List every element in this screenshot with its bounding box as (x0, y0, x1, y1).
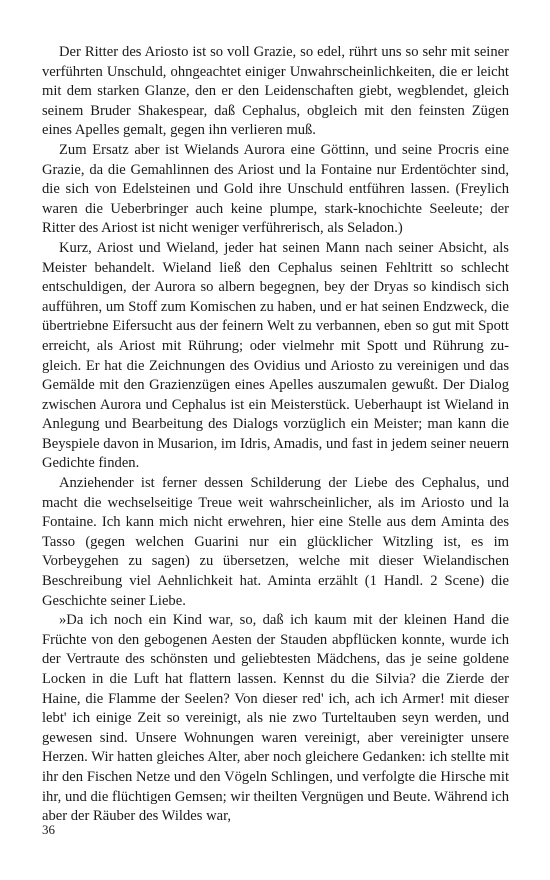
paragraph-5: »Da ich noch ein Kind war, so, daß ich kaum mit der kleinen Hand die Früchte von den gebogenen Aesten der Stauden abpflücken konnte, wurde ich der Vertraute des schönsten und geliebtesten Mädchens, das je seine goldene Locken in die Luft hat flattern lassen. Kennst du die Silvia? die Zierde der Haine, die Flamme der Seelen? Von dieser red' ich, ach ich Armer! mit dieser lebt' ich einige Zeit so vereinigt, als nie zwo Turteltauben seyn werden, und gewesen sind. Unsere Wohnungen waren vereinigt, aber vereinigter unsere Herzen. Wir hatten gleiches Alter, aber noch gleichere Gedanken: ich stellte mit ihr den Fischen Netze und den Vögeln Schlingen, und verfolgte die Hirsche mit ihr, und die flüchtigen Gemsen; wir theilten Vergnügen und Beute. Während ich aber der Räuber des Wildes war, (42, 612, 509, 825)
paragraph-1: Der Ritter des Ariosto ist so voll Grazie, so edel, rührt uns so sehr mit seiner verführten Unschuld, ohngeachtet einiger Unwahrscheinlichkeiten, die er leicht mit dem starken Glanze, den er den Leidenschaften giebt, wegblendet, gleich seinem Bruder Shakespear, daß Cephalus, obgleich mit den feinsten Zügen eines Apelles gemalt, gegen ihn verlieren muß. (42, 44, 509, 139)
page-number: 36 (42, 822, 55, 837)
body-text (42, 43, 509, 827)
paragraph-2: Zum Ersatz aber ist Wielands Aurora eine Göttinn, und seine Procris eine Grazie, da die Gemahlinnen des Ariost und la Fontaine nur Erdentöchter sind, die sich von Edelsteinen und Gold ihre Unschuld entführen lassen. (Freylich waren die Ueberbringer auch keine plumpe, stark-knochichte Seeleute; der Ritter des Ariost ist nicht weniger verführerisch, als Seladon.) (42, 141, 509, 237)
paragraph-4: Anziehender ist ferner dessen Schilderung der Liebe des Cephalus, und macht die wechselseitige Treue weit wahrscheinlicher, als im Ariosto und la Fontaine. Ich kann mich nicht erwehren, hier eine Stelle aus dem Aminta des Tasso (gegen welchen Guarini nur ein glücklicher Witzling ist, es im Vorbeygehen zu sagen) zu übersetzen, welche mit dieser Wielandischen Beschreibung viel Aehnlichkeit hat. Aminta erzählt (1 Handl. 2 Scene) die Geschichte seiner Liebe. (42, 475, 509, 609)
paragraph-3: Kurz, Ariost und Wieland, jeder hat seinen Mann nach seiner Absicht, als Meister behandelt. Wieland ließ den Cephalus seinen Fehltritt so schlecht entschuldigen, der Aurora so albern begegnen, bey der Dryas so kindisch sich aufführen, um Stoff zum Komischen zu haben, und er hat seinen Endzweck, die übertriebne Eifersucht aus der feinern Welt zu verbannen, eben so gut mit Spott erreicht, als Ariost mit Rührung; oder vielmehr mit Spott und Rührung zugleich. Er hat die Zeichnungen des Ovidius und Ariosto zu vereinigen und das Gemälde mit den Grazienzügen eines Apelles auszumalen gewußt. Der Dialog zwischen Aurora und Cephalus ist ein Meisterstück. Ueberhaupt ist Wieland in Anlegung und Bearbeitung des Dialogs vorzüglich ein Meister; man kann die Beyspiele davon in Musarion, im Idris, Amadis, und fast in jedem seiner neuern Gedichte finden. (42, 239, 509, 472)
